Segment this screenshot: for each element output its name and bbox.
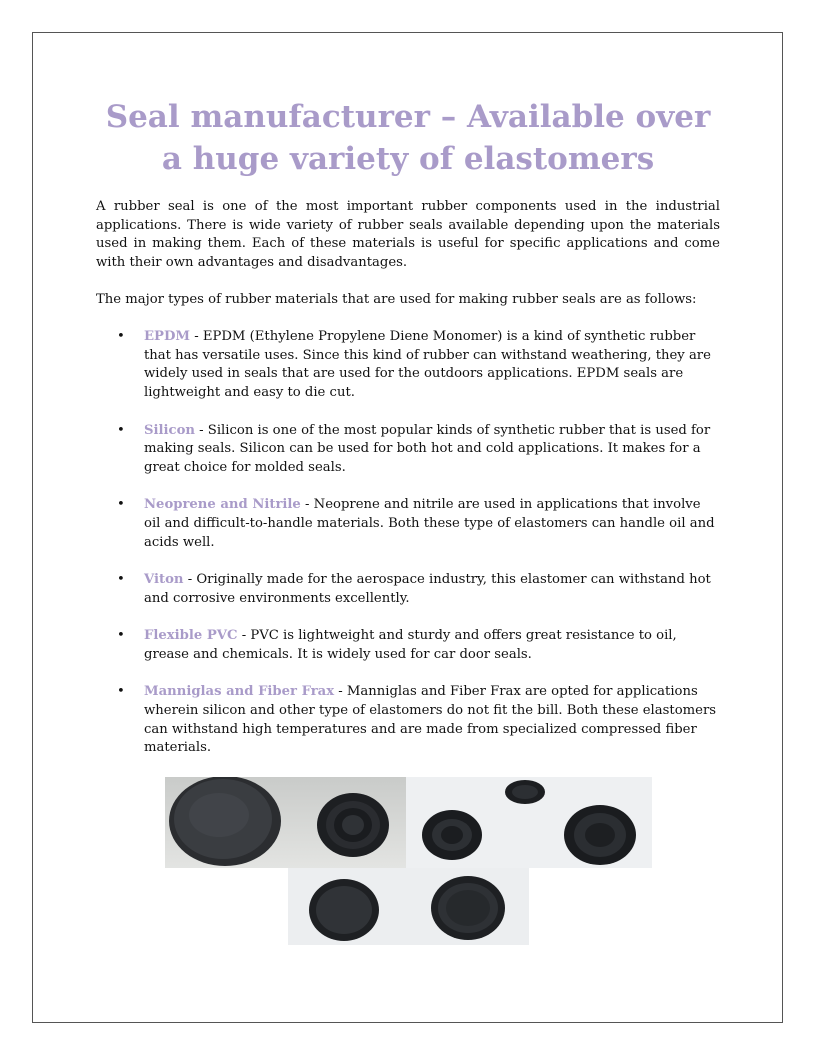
description-silicon: - Silicon is one of the most popular kinds of synthetic rubber that is used for making seals. Silicon can be used for both hot and cold applications. It makes for a great choice for molded seals. bbox=[144, 422, 711, 475]
seal-photo-right bbox=[406, 777, 652, 868]
list-item-flexible-pvc bbox=[96, 627, 720, 664]
term-silicon: Silicon bbox=[144, 422, 195, 438]
term-flexible-pvc: Flexible PVC bbox=[144, 628, 238, 644]
term-epdm: EPDM bbox=[144, 329, 191, 344]
bullet-icon: • bbox=[117, 572, 125, 588]
description-neoprene-nitrile: - Neoprene and nitrile are used in applications that involve oil and difficult-to-handle materials. Both these type of elastomers can handle oil and acids well. bbox=[144, 497, 715, 550]
term-neoprene-nitrile: Neoprene and Nitrile bbox=[144, 497, 301, 513]
intro-paragraph: A rubber seal is one of the most important rubber components used in the industrial applications. There is wide variety of rubber seals available depending upon the materials used in making them. Each of these materials is useful for specific applications and come with their own advantages and disadvantages. bbox=[96, 199, 720, 271]
bullet-icon: • bbox=[117, 329, 125, 344]
description-manniglas-fiber-frax: - Manniglas and Fiber Frax are opted for applications wherein silicon and other type of elastomers do not fit the bill. Both these elastomers can withstand high temperatures and are made from specialized compressed fiber materials. bbox=[144, 684, 717, 756]
list-item-manniglas-fiber-frax bbox=[96, 683, 720, 758]
material-list bbox=[96, 328, 720, 777]
list-item-viton bbox=[96, 571, 720, 608]
bullet-icon: • bbox=[117, 684, 125, 700]
bullet-icon: • bbox=[117, 422, 125, 438]
seal-photo-left bbox=[165, 777, 406, 868]
list-item-epdm bbox=[96, 328, 720, 403]
description-flexible-pvc: - PVC is lightweight and sturdy and offers great resistance to oil, grease and chemicals. It is widely used for car door seals. bbox=[144, 628, 677, 662]
term-manniglas-fiber-frax: Manniglas and Fiber Frax bbox=[144, 684, 335, 700]
page-title: Seal manufacturer – Available over a huge variety of elastomers bbox=[105, 99, 711, 177]
description-viton: - Originally made for the aerospace industry, this elastomer can withstand hot and corrosive environments excellently. bbox=[144, 572, 711, 606]
list-item-neoprene-nitrile bbox=[96, 496, 720, 552]
term-viton: Viton bbox=[144, 572, 184, 588]
seal-photo-bottom bbox=[288, 868, 529, 945]
bullet-icon: • bbox=[117, 497, 125, 513]
description-epdm: - EPDM (Ethylene Propylene Diene Monomer) is a kind of synthetic rubber that has versatile uses. Since this kind of rubber can withstand weathering, they are widely used in seals that are used for the outdoors applications. EPDM seals are lightweight and easy to die cut. bbox=[144, 329, 711, 401]
bullet-icon: • bbox=[117, 628, 125, 644]
list-item-silicon bbox=[96, 422, 720, 478]
lead-paragraph: The major types of rubber materials that are used for making rubber seals are as follows: bbox=[96, 292, 697, 307]
